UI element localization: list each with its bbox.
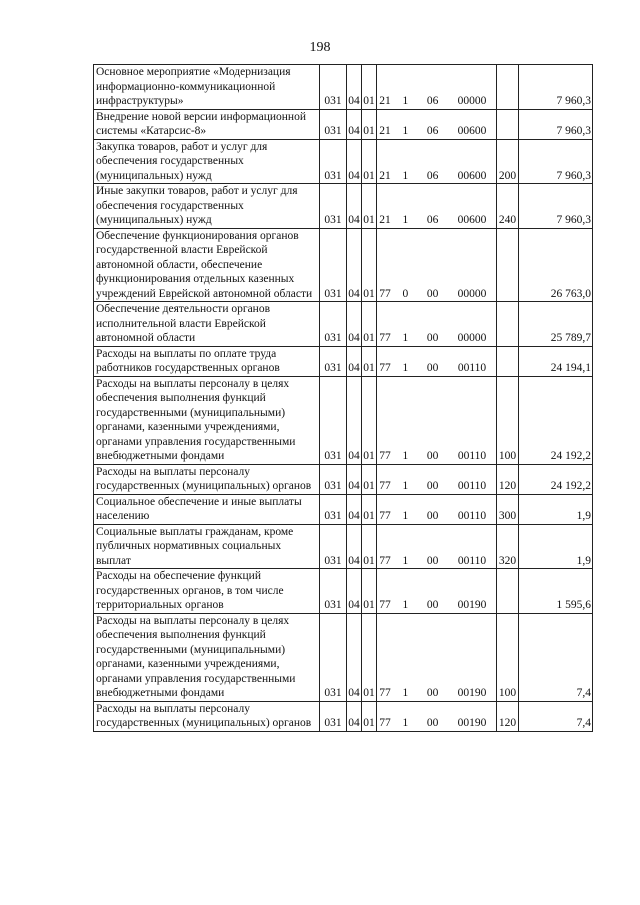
expense-name: Социальные выплаты гражданам, кроме публичных нормативных социальных выплат [94, 524, 320, 569]
event-code: 06 [426, 95, 439, 107]
section-code: 04 [347, 701, 362, 731]
subsection-code: 01 [362, 569, 377, 614]
amount: 25 789,7 [519, 302, 593, 347]
table-row [94, 524, 593, 569]
amount: 7 960,3 [519, 139, 593, 184]
subsection-code: 01 [362, 346, 377, 376]
expense-type-code: 320 [497, 524, 519, 569]
expense-name: Расходы на выплаты персоналу в целях обеспечения выполнения функций государственными (муниципальными) органами, казенными учреждениями, органами управления государственными внебюджетными фондами [94, 613, 320, 701]
expense-type-code [497, 346, 519, 376]
ministry-code: 031 [320, 613, 347, 701]
amount: 1,9 [519, 494, 593, 524]
event-code: 00 [426, 717, 439, 729]
expense-type-code: 100 [497, 376, 519, 464]
section-code: 04 [347, 346, 362, 376]
direction-code: 00190 [457, 687, 487, 699]
program-code: 21 [379, 214, 391, 226]
budget-table [93, 64, 593, 732]
target-article-code [377, 494, 497, 524]
program-code: 21 [379, 169, 391, 182]
program-code: 77 [379, 687, 391, 699]
target-article-code [377, 228, 497, 302]
target-article-code [377, 139, 497, 184]
subprogram-code: 1 [402, 450, 409, 462]
expense-type-code [497, 109, 519, 139]
section-code: 04 [347, 228, 362, 302]
ministry-code: 031 [320, 464, 347, 494]
subprogram-code: 1 [402, 554, 409, 567]
subsection-code: 01 [362, 228, 377, 302]
direction-code: 00600 [457, 125, 487, 137]
expense-name: Внедрение новой версии информационной системы «Катарсис-8» [94, 109, 320, 139]
target-article-code [377, 569, 497, 614]
event-code: 00 [426, 599, 439, 611]
event-code: 00 [426, 687, 439, 699]
direction-code: 00600 [457, 169, 487, 182]
table-row [94, 65, 593, 110]
section-code: 04 [347, 613, 362, 701]
amount: 1,9 [519, 524, 593, 569]
section-code: 04 [347, 184, 362, 229]
section-code: 04 [347, 139, 362, 184]
expense-name: Иные закупки товаров, работ и услуг для обеспечения государственных (муниципальных) нужд [94, 184, 320, 229]
expense-type-code: 240 [497, 184, 519, 229]
direction-code: 00110 [457, 362, 487, 374]
direction-code: 00110 [457, 480, 487, 492]
event-code: 00 [426, 362, 439, 374]
expense-type-code: 120 [497, 701, 519, 731]
table-row [94, 701, 593, 731]
expense-name: Расходы на выплаты персоналу в целях обеспечения выполнения функций государственными (муниципальными) органами, казенными учреждениями, органами управления государственными внебюджетными фондами [94, 376, 320, 464]
amount: 24 192,2 [519, 464, 593, 494]
expense-name: Обеспечение функционирования органов государственной власти Еврейской автономной области, обеспечение функционирования отдельных казенных учреждений Еврейской автономной области [94, 228, 320, 302]
subsection-code: 01 [362, 524, 377, 569]
expense-type-code [497, 569, 519, 614]
expense-type-code: 100 [497, 613, 519, 701]
section-code: 04 [347, 376, 362, 464]
event-code: 06 [426, 169, 439, 182]
section-code: 04 [347, 569, 362, 614]
direction-code: 00000 [457, 332, 487, 344]
subprogram-code: 1 [402, 362, 409, 374]
subprogram-code: 1 [402, 480, 409, 492]
expense-name: Расходы на выплаты персоналу государственных (муниципальных) органов [94, 701, 320, 731]
program-code: 77 [379, 510, 391, 522]
subprogram-code: 1 [402, 687, 409, 699]
target-article-code [377, 524, 497, 569]
program-code: 77 [379, 332, 391, 344]
page-number: 198 [309, 40, 331, 55]
subsection-code: 01 [362, 109, 377, 139]
table-row [94, 376, 593, 464]
direction-code: 00000 [457, 95, 487, 107]
expense-type-code: 200 [497, 139, 519, 184]
expense-name: Социальное обеспечение и иные выплаты населению [94, 494, 320, 524]
ministry-code: 031 [320, 346, 347, 376]
event-code: 00 [426, 510, 439, 522]
amount: 7 960,3 [519, 109, 593, 139]
table-row [94, 569, 593, 614]
target-article-code [377, 109, 497, 139]
section-code: 04 [347, 302, 362, 347]
direction-code: 00190 [457, 717, 487, 729]
direction-code: 00190 [457, 599, 487, 611]
program-code: 77 [379, 362, 391, 374]
budget-table-body [94, 65, 593, 732]
amount: 7,4 [519, 613, 593, 701]
subprogram-code: 1 [402, 214, 409, 226]
amount: 7 960,3 [519, 184, 593, 229]
target-article-code [377, 701, 497, 731]
direction-code: 00110 [457, 450, 487, 462]
subprogram-code: 1 [402, 332, 409, 344]
event-code: 00 [426, 554, 439, 567]
event-code: 00 [426, 480, 439, 492]
target-article-code [377, 613, 497, 701]
section-code: 04 [347, 524, 362, 569]
subprogram-code: 1 [402, 125, 409, 137]
amount: 1 595,6 [519, 569, 593, 614]
table-row [94, 494, 593, 524]
subprogram-code: 1 [402, 169, 409, 182]
subprogram-code: 1 [402, 95, 409, 107]
expense-type-code [497, 228, 519, 302]
section-code: 04 [347, 65, 362, 110]
table-row [94, 184, 593, 229]
event-code: 00 [426, 450, 439, 462]
amount: 7,4 [519, 701, 593, 731]
ministry-code: 031 [320, 302, 347, 347]
expense-name: Обеспечение деятельности органов исполнительной власти Еврейской автономной области [94, 302, 320, 347]
subsection-code: 01 [362, 464, 377, 494]
program-code: 77 [379, 554, 391, 567]
expense-type-code: 300 [497, 494, 519, 524]
ministry-code: 031 [320, 184, 347, 229]
subprogram-code: 1 [402, 510, 409, 522]
program-code: 77 [379, 450, 391, 462]
direction-code: 00600 [457, 214, 487, 226]
ministry-code: 031 [320, 139, 347, 184]
table-row [94, 613, 593, 701]
ministry-code: 031 [320, 376, 347, 464]
amount: 24 194,1 [519, 346, 593, 376]
subsection-code: 01 [362, 139, 377, 184]
expense-name: Расходы на обеспечение функций государственных органов, в том числе территориальных органов [94, 569, 320, 614]
expense-type-code: 120 [497, 464, 519, 494]
subsection-code: 01 [362, 494, 377, 524]
subsection-code: 01 [362, 184, 377, 229]
ministry-code: 031 [320, 65, 347, 110]
subsection-code: 01 [362, 613, 377, 701]
ministry-code: 031 [320, 109, 347, 139]
ministry-code: 031 [320, 701, 347, 731]
subprogram-code: 1 [402, 717, 409, 729]
subsection-code: 01 [362, 376, 377, 464]
table-row [94, 302, 593, 347]
ministry-code: 031 [320, 569, 347, 614]
subprogram-code: 1 [402, 599, 409, 611]
expense-name: Закупка товаров, работ и услуг для обеспечения государственных (муниципальных) нужд [94, 139, 320, 184]
expense-name: Расходы на выплаты персоналу государственных (муниципальных) органов [94, 464, 320, 494]
ministry-code: 031 [320, 494, 347, 524]
direction-code: 00110 [457, 554, 487, 567]
section-code: 04 [347, 109, 362, 139]
amount: 24 192,2 [519, 376, 593, 464]
program-code: 77 [379, 717, 391, 729]
ministry-code: 031 [320, 524, 347, 569]
target-article-code [377, 65, 497, 110]
target-article-code [377, 184, 497, 229]
event-code: 00 [426, 287, 439, 300]
table-row [94, 139, 593, 184]
subsection-code: 01 [362, 701, 377, 731]
section-code: 04 [347, 464, 362, 494]
table-row [94, 109, 593, 139]
program-code: 21 [379, 125, 391, 137]
table-row [94, 346, 593, 376]
ministry-code: 031 [320, 228, 347, 302]
subprogram-code: 0 [402, 287, 409, 300]
program-code: 77 [379, 599, 391, 611]
direction-code: 00110 [457, 510, 487, 522]
expense-type-code [497, 65, 519, 110]
program-code: 77 [379, 287, 391, 300]
program-code: 21 [379, 95, 391, 107]
amount: 26 763,0 [519, 228, 593, 302]
table-row [94, 228, 593, 302]
expense-name: Основное мероприятие «Модернизация информационно-коммуникационной инфраструктуры» [94, 65, 320, 110]
direction-code: 00000 [457, 287, 487, 300]
event-code: 06 [426, 125, 439, 137]
target-article-code [377, 302, 497, 347]
subsection-code: 01 [362, 65, 377, 110]
section-code: 04 [347, 494, 362, 524]
target-article-code [377, 376, 497, 464]
target-article-code [377, 346, 497, 376]
program-code: 77 [379, 480, 391, 492]
amount: 7 960,3 [519, 65, 593, 110]
table-row [94, 464, 593, 494]
target-article-code [377, 464, 497, 494]
event-code: 06 [426, 214, 439, 226]
expense-name: Расходы на выплаты по оплате труда работников государственных органов [94, 346, 320, 376]
event-code: 00 [426, 332, 439, 344]
subsection-code: 01 [362, 302, 377, 347]
expense-type-code [497, 302, 519, 347]
